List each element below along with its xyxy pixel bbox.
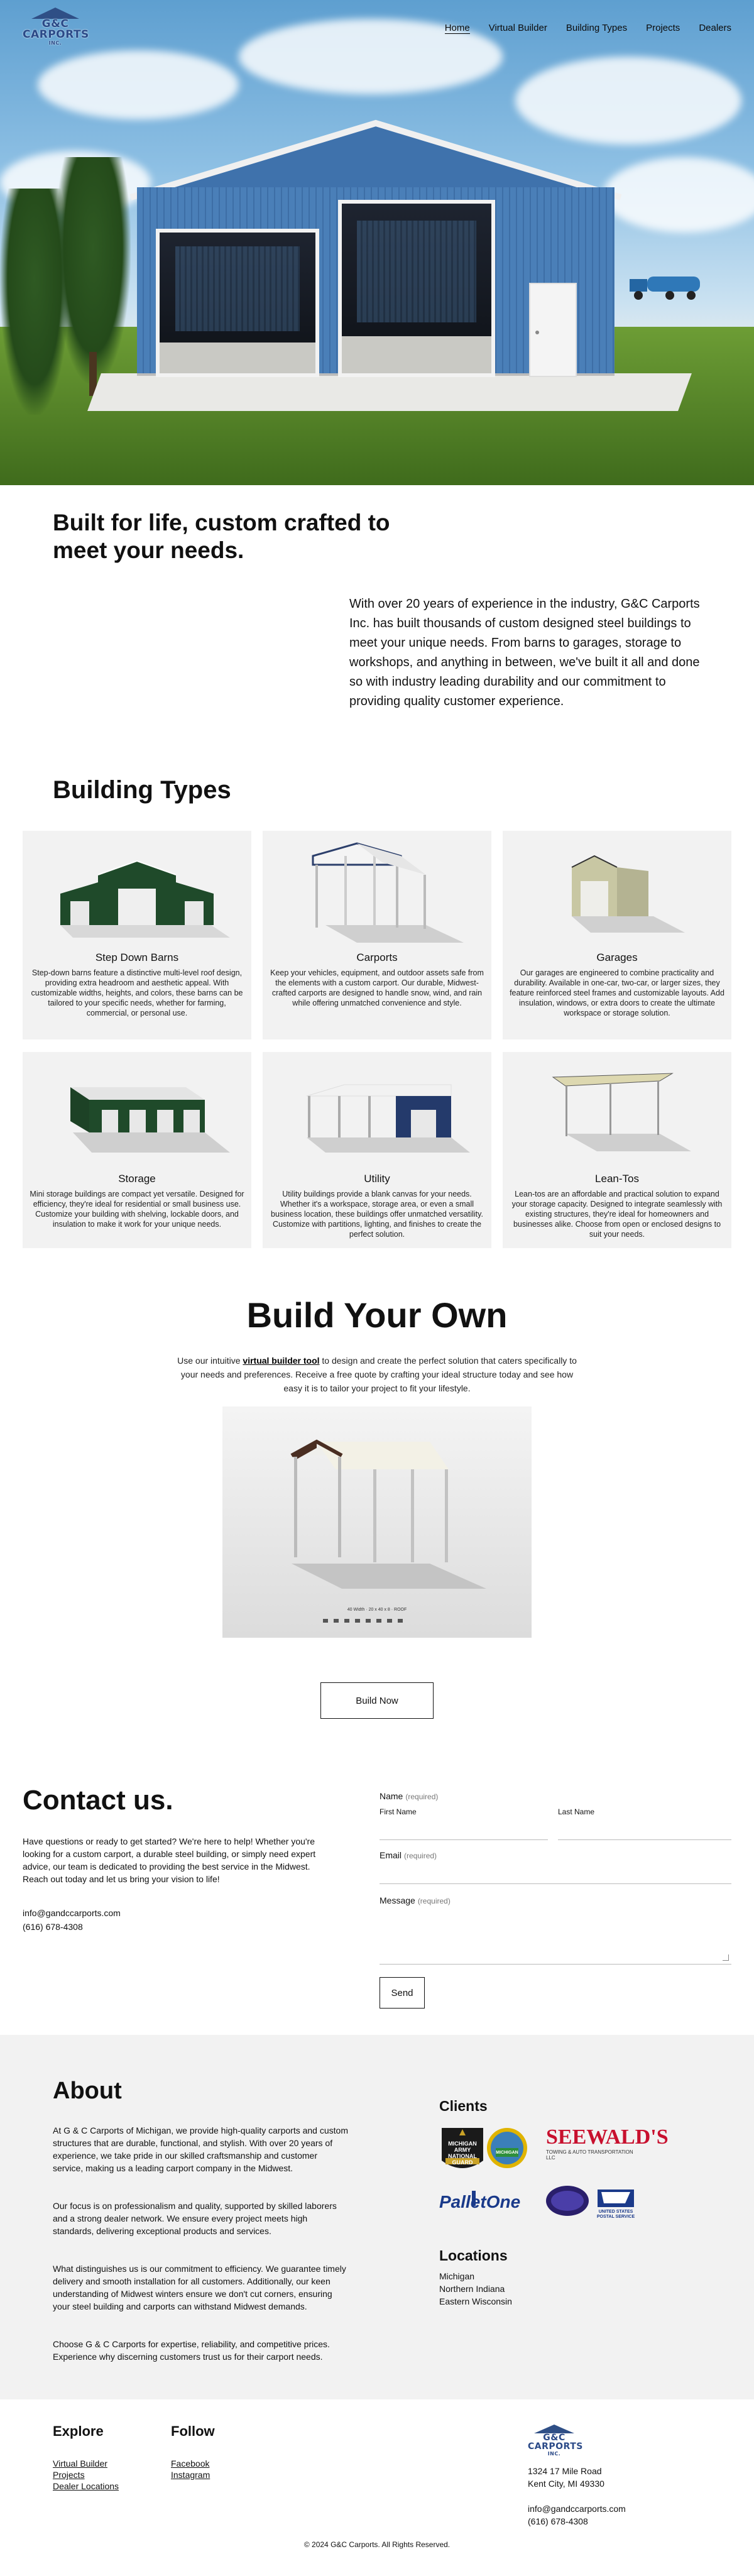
hero-banner <box>0 0 754 485</box>
lean-to-image <box>503 1052 731 1169</box>
step-down-barn-image <box>23 831 251 948</box>
cloud <box>38 50 239 119</box>
message-label-text: Message <box>380 1895 415 1905</box>
card-text: Step-down barns feature a distinctive multi-level roof design, providing extra headroom and aesthetic appeal. With customizable widths, heights, and colors, these barns can be tailored to your specific needs, whether for farming, commercial, or personal use. <box>31 968 243 1017</box>
card-title: Utility <box>364 1173 390 1185</box>
toolbar-icon[interactable] <box>323 1619 328 1623</box>
logo-main: G&C <box>41 18 69 30</box>
location-item: Northern Indiana <box>439 2284 505 2294</box>
card-title: Storage <box>118 1173 156 1185</box>
logo-roof-icon <box>534 2425 574 2433</box>
nav-links <box>445 23 731 34</box>
send-button[interactable]: Send <box>380 1977 425 2009</box>
footer-link-facebook[interactable]: Facebook <box>171 2458 210 2469</box>
required-note: (required) <box>404 1851 437 1860</box>
footer-logo[interactable] <box>528 2425 581 2460</box>
client-army-national-guard: MICHIGAN ARMY NATIONAL GUARD <box>448 2140 477 2166</box>
about-title: About <box>53 2078 122 2104</box>
logo-text <box>528 2433 581 2457</box>
clients-title: Clients <box>439 2098 488 2114</box>
intro-title: Built for life, custom crafted to meet your needs. <box>53 510 390 563</box>
building-types-title: Building Types <box>53 776 231 804</box>
open-bay-right <box>338 200 495 377</box>
last-name-label: Last Name <box>558 1807 595 1816</box>
toolbar-icon[interactable] <box>387 1619 392 1623</box>
footer-phone[interactable]: (616) 678-4308 <box>528 2516 588 2526</box>
toolbar-icon[interactable] <box>366 1619 371 1623</box>
nav-home[interactable]: Home <box>444 23 470 33</box>
footer-address-line1: 1324 17 Mile Road <box>528 2466 602 2476</box>
client-palletone: PalletOne <box>439 2192 521 2212</box>
last-name-input[interactable] <box>558 1820 731 1840</box>
first-name-label: First Name <box>380 1807 417 1816</box>
truck <box>628 271 704 302</box>
footer-link-virtual-builder[interactable]: Virtual Builder <box>53 2458 107 2469</box>
contact-phone[interactable]: (616) 678-4308 <box>23 1922 83 1932</box>
card-text: Our garages are engineered to combine practicality and durability. Available in one-car, two-car, or larger sizes, they feature reinforced steel frames and customizable layouts. Add insulation, windows, or extra doors to create the ultimate workspace or storage solution. <box>510 968 724 1017</box>
toolbar-icon[interactable] <box>344 1619 349 1623</box>
top-navigation <box>0 0 754 58</box>
location-item: Eastern Wisconsin <box>439 2296 512 2306</box>
logo-line2: CARPORTS <box>528 2442 583 2452</box>
walk-in-door <box>529 283 577 377</box>
name-label-text: Name <box>380 1791 403 1801</box>
message-label <box>380 1895 451 1905</box>
card-text: Mini storage buildings are compact yet versatile. Designed for efficiency, they're ideal for residential or small business use. Customize your building with shelving, lockable doors, and insulation to make it work for your unique needs. <box>30 1190 244 1229</box>
contact-text: Have questions or ready to get started? We're here to help! Whether you're looking for a custom carport, a durable steel building, or simply need expert advice, our team is dedicated to providing the best service in the Midwest. Reach out today and let us bring your vision to life! <box>23 1836 316 1884</box>
logo-sub: INC. <box>547 2451 561 2457</box>
resize-handle-icon[interactable] <box>723 1954 729 1961</box>
logo-main: G&C <box>543 2433 566 2443</box>
client-seewalds-sub: TOWING & AUTO TRANSPORTATION LLC <box>546 2149 633 2161</box>
required-note: (required) <box>417 1897 451 1905</box>
first-name-input[interactable] <box>380 1820 548 1840</box>
garage-image <box>503 831 731 948</box>
card-step-down-barns[interactable] <box>23 831 251 1039</box>
nav-building-types[interactable]: Building Types <box>566 23 628 33</box>
card-storage[interactable] <box>23 1052 251 1248</box>
toolbar-icon[interactable] <box>376 1619 381 1623</box>
card-title: Garages <box>596 951 638 963</box>
footer-address-line2: Kent City, MI 49330 <box>528 2479 604 2489</box>
contact-email[interactable]: info@gandccarports.com <box>23 1908 121 1918</box>
utility-image <box>263 1052 491 1169</box>
byo-text-after: to design and create the perfect solution that caters specifically to your needs and preferences. Receive a free quote by crafting your ideal structure today and see how easy it is to tailor your project to fit your lifestyle. <box>180 1356 577 1393</box>
storage-image <box>23 1052 251 1169</box>
email-label-text: Email <box>380 1850 402 1860</box>
carport-3d-image <box>222 1406 532 1608</box>
logo-text <box>23 19 88 47</box>
toolbar-icon[interactable] <box>334 1619 339 1623</box>
card-text: Utility buildings provide a blank canvas for your needs. Whether it's a workspace, storage area, or even a small business location, these buildings offer unmatched versatility. Customize with partitions, lighting, and finishes to create the perfect solution. <box>271 1190 483 1239</box>
name-label <box>380 1791 438 1801</box>
about-paragraph: At G & C Carports of Michigan, we provide high-quality carports and custom structures that are durable, functional, and stylish. With over 20 years of experience, we take pride in our skilled craftsmanship and customer service, making us a leading carport company in the Midwest. <box>53 2125 348 2173</box>
card-title: Step Down Barns <box>95 951 179 963</box>
email-input[interactable] <box>380 1864 731 1884</box>
footer-link-projects[interactable]: Projects <box>53 2470 85 2480</box>
footer-link-dealer-locations[interactable]: Dealer Locations <box>53 2481 119 2491</box>
builder-toolbar <box>323 1619 403 1623</box>
intro-text: With over 20 years of experience in the industry, G&C Carports Inc. has built thousands of custom designed steel buildings to meet your unique needs. From barns to garages, storage to workshops, and anything in between, we've built it all and done so with industry leading durability and our commitment to providing quality customer experience. <box>349 597 700 708</box>
message-textarea[interactable] <box>380 1910 731 1965</box>
client-seewalds: SEEWALD'S <box>546 2125 669 2149</box>
garage-building <box>124 118 627 388</box>
company-logo[interactable] <box>23 8 88 50</box>
copyright: © 2024 G&C Carports. All Rights Reserved. <box>303 2540 451 2549</box>
toolbar-icon[interactable] <box>398 1619 403 1623</box>
card-lean-tos[interactable] <box>503 1052 731 1248</box>
clients-logos <box>439 2123 669 2223</box>
logo-sub: INC. <box>48 40 62 46</box>
about-paragraph: Choose G & C Carports for expertise, reliability, and competitive prices. Experience why discerning customers trust us for their carport needs. <box>53 2339 330 2362</box>
about-paragraph: Our focus is on professionalism and quality, supported by skilled laborers and a strong dealer network. We ensure every project meets high standards, delivering exceptional products and services. <box>53 2201 337 2236</box>
logo-line2: CARPORTS <box>23 28 89 41</box>
preview-caption: 40 Width · 20 x 40 x 8 · ROOF <box>347 1608 407 1612</box>
nav-projects[interactable]: Projects <box>646 23 680 33</box>
client-usps: UNITED STATES POSTAL SERVICE <box>596 2210 635 2219</box>
build-your-own-title: Build Your Own <box>246 1295 508 1335</box>
email-label <box>380 1850 437 1860</box>
contact-title: Contact us. <box>23 1785 173 1816</box>
card-garages[interactable] <box>503 831 731 1039</box>
about-paragraph: What distinguishes us is our commitment to efficiency. We guarantee timely delivery and smooth installation for all customers. Additionally, our keen understanding of Midwest winters ensure we don't cut corners, ensuring your steel building and carports can withstand Midwest demands. <box>53 2264 346 2311</box>
carport-image <box>263 831 491 948</box>
location-item: Michigan <box>439 2271 475 2281</box>
card-utility[interactable] <box>263 1052 491 1248</box>
build-your-own-text <box>176 1354 578 1395</box>
card-carports[interactable] <box>263 831 491 1039</box>
footer-explore-title: Explore <box>53 2423 104 2439</box>
locations-title: Locations <box>439 2247 508 2264</box>
build-now-button[interactable]: Build Now <box>320 1682 434 1719</box>
byo-text-before: Use our intuitive <box>177 1356 243 1366</box>
virtual-builder-link[interactable]: virtual builder tool <box>243 1356 320 1366</box>
card-text: Lean-tos are an affordable and practical solution to expand your storage capacity. Designed to integrate seamlessly with existing structures, they're ideal for homeowners and businesses alike. Choose from open or enclosed designs to suit your needs. <box>511 1190 723 1239</box>
footer-link-instagram[interactable]: Instagram <box>171 2470 210 2480</box>
toolbar-icon[interactable] <box>355 1619 360 1623</box>
nav-dealers[interactable]: Dealers <box>699 23 731 33</box>
nav-virtual-builder[interactable]: Virtual Builder <box>488 23 547 33</box>
required-note: (required) <box>405 1792 439 1801</box>
virtual-builder-preview[interactable] <box>222 1406 532 1638</box>
open-bay-left <box>156 229 319 377</box>
card-text: Keep your vehicles, equipment, and outdoor assets safe from the elements with a custom carport. Our durable, Midwest-crafted carports are designed to handle snow, wind, and rain while offering unmatched convenience and style. <box>270 968 484 1007</box>
tree <box>0 189 69 415</box>
card-title: Carports <box>356 951 398 963</box>
footer-email[interactable]: info@gandccarports.com <box>528 2504 626 2514</box>
client-state-badge-label: MICHIGAN <box>496 2151 518 2155</box>
card-title: Lean-Tos <box>595 1173 639 1185</box>
footer-follow-title: Follow <box>171 2423 215 2439</box>
